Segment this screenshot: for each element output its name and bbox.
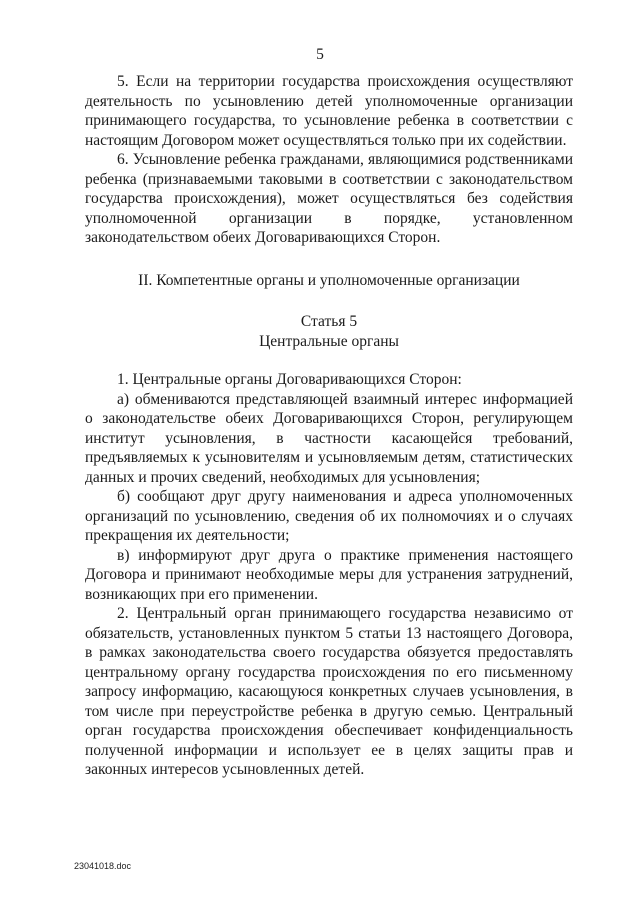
article-number: Статья 5 bbox=[300, 313, 358, 330]
article-title: Центральные органы bbox=[259, 332, 399, 350]
paragraph: 2. Центральный орган принимающего государства независимо от обязательств, установленных пунктом 5 статьи 13 настоящего Договора, в рамках законодательства своего государства обязуется предоставлять центральному органу государства происхождения по его письменному запросу информацию, касающуюся конкретных случаев усыновления, в том числе при переустройстве ребенка в другую семью. Центральный орган государства происхождения обеспечивает конфиденциальность полученной информации и использует ее в целях защиты прав и законных интересов усыновленных детей. bbox=[85, 605, 573, 778]
page-number: 5 bbox=[316, 46, 324, 63]
section-heading: II. Компетентные органы и уполномоченные организации bbox=[138, 271, 520, 289]
article-heading bbox=[85, 312, 573, 351]
footer-filename: 23041018.doc bbox=[74, 861, 132, 871]
paragraph: б) сообщают друг другу наименования и адреса уполномоченных организаций по усыновлению, сведения об их полномочиях и о случаях прекращения их деятельности; bbox=[85, 488, 573, 544]
paragraph: а) обмениваются представляющей взаимный интерес информацией о законодательстве обеих Договаривающихся Сторон, регулирующем институт усыновления, в частности касающейся требований, предъявляемых к усыновителям и усыновляемым детям, статистических данных и прочих сведений, необходимых для усыновления; bbox=[85, 390, 573, 486]
paragraph: 6. Усыновление ребенка гражданами, являющимися родственниками ребенка (признаваемыми таковыми в соответствии с законодательством государства происхождения), может осуществляться без содействия уполномоченной организации в порядке, установленном законодательством обеих Договаривающихся Сторон. bbox=[85, 151, 573, 246]
paragraph: в) информируют друг друга о практике применения настоящего Договора и принимают необходимые меры для устранения затруднений, возникающих при его применении. bbox=[85, 546, 573, 603]
paragraph: 1. Центральные органы Договаривающихся Сторон: bbox=[117, 371, 462, 388]
document-body bbox=[85, 72, 573, 780]
paragraph: 5. Если на территории государства происхождения осуществляют деятельность по усыновлению детей уполномоченные организации принимающего государства, то усыновление ребенка в соответствии с настоящим Договором может осуществляться только при их содействии. bbox=[85, 73, 573, 149]
